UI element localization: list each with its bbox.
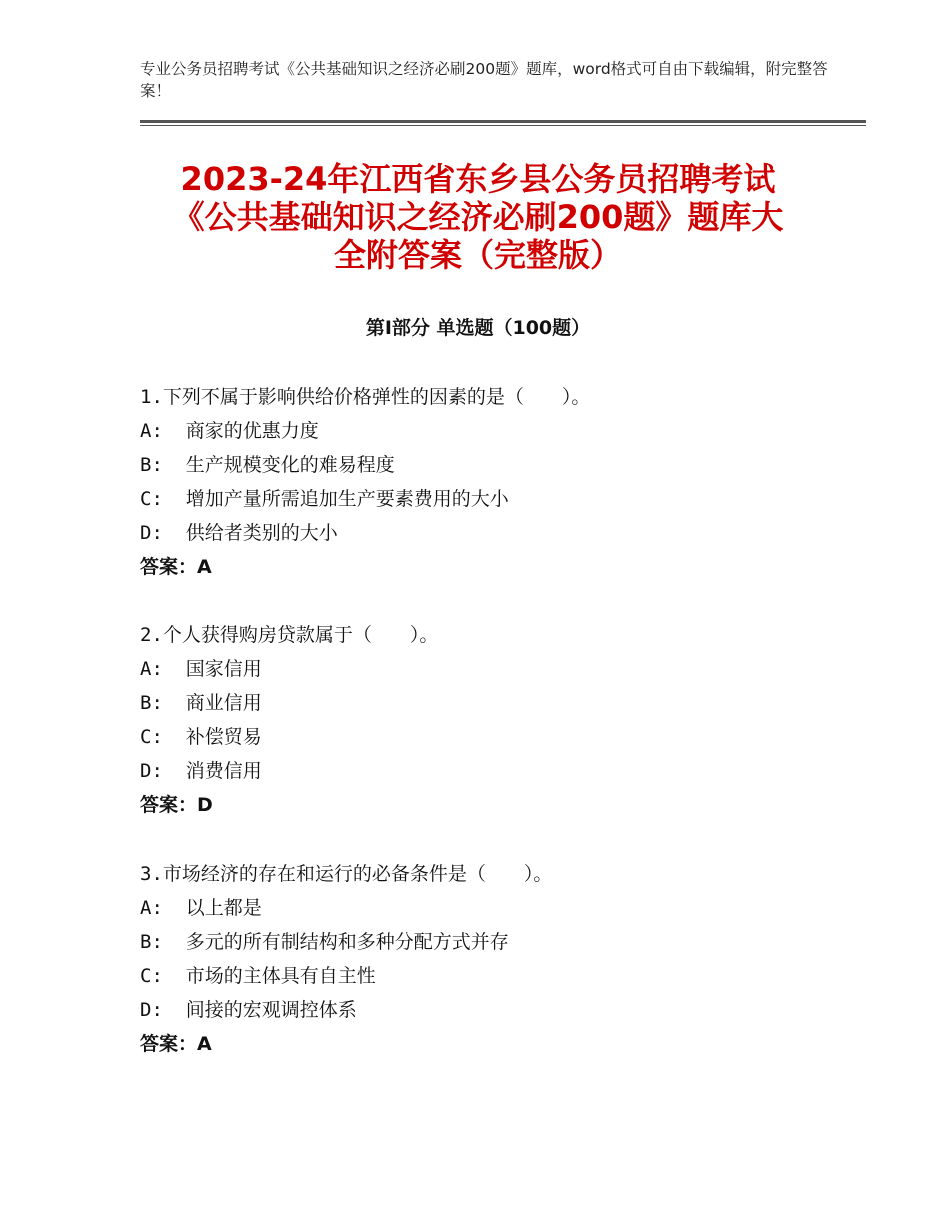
option-b: B: 商业信用 — [140, 692, 262, 714]
option-a: A: 国家信用 — [140, 658, 262, 680]
question-3 — [140, 857, 840, 1061]
answer: 答案：D — [140, 794, 213, 816]
option-c: C: 补偿贸易 — [140, 726, 262, 748]
option-a: A: 以上都是 — [140, 897, 262, 919]
header-note: 专业公务员招聘考试《公共基础知识之经济必刷200题》题库，word格式可自由下载编辑，附完整答案！ — [140, 60, 828, 100]
title-line-2: 《公共基础知识之经济必刷200题》题库大 — [172, 198, 784, 236]
answer: 答案：A — [140, 556, 212, 578]
question-stem: 1.下列不属于影响供给价格弹性的因素的是（ ）。 — [140, 386, 591, 408]
title-line-1: 2023-24年江西省东乡县公务员招聘考试 — [180, 160, 776, 198]
option-d: D: 供给者类别的大小 — [140, 522, 338, 544]
option-c: C: 增加产量所需追加生产要素费用的大小 — [140, 488, 509, 510]
option-a: A: 商家的优惠力度 — [140, 420, 319, 442]
header-divider-thin — [140, 125, 866, 126]
header-divider-thick — [140, 120, 866, 123]
question-stem: 3.市场经济的存在和运行的必备条件是（ ）。 — [140, 863, 553, 885]
document-title — [140, 160, 816, 274]
option-b: B: 生产规模变化的难易程度 — [140, 454, 395, 476]
option-d: D: 消费信用 — [140, 760, 262, 782]
option-c: C: 市场的主体具有自主性 — [140, 965, 376, 987]
option-b: B: 多元的所有制结构和多种分配方式并存 — [140, 931, 509, 953]
title-line-3: 全附答案（完整版） — [333, 236, 622, 274]
section-heading: 第Ⅰ部分 单选题（100题） — [365, 317, 591, 339]
question-stem: 2.个人获得购房贷款属于（ ）。 — [140, 624, 439, 646]
question-1 — [140, 380, 840, 584]
option-d: D: 间接的宏观调控体系 — [140, 999, 357, 1021]
answer: 答案：A — [140, 1033, 212, 1055]
question-2 — [140, 618, 840, 822]
